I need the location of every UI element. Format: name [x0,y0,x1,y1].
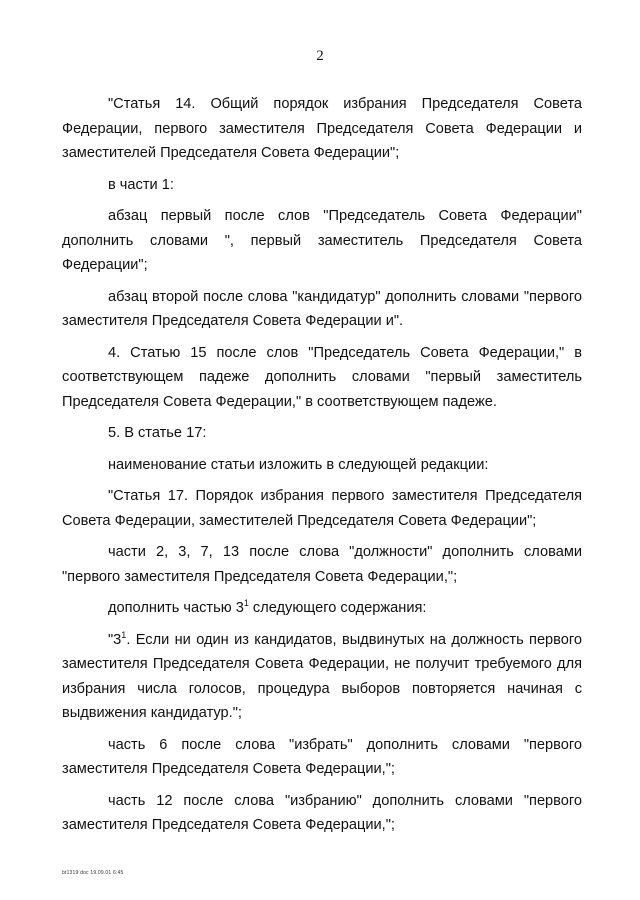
text-segment: . Если ни один из кандидатов, выдвинутых на должность первого заместителя Председателя Совета Федерации, не получит требуемого для избрания числа голосов, процедура выборов повторяется начиная с выдвижения кандидатур."; [62,631,582,721]
text-segment: "3 [108,631,122,648]
paragraph-item-5: 5. В статье 17: [108,425,207,441]
paragraph-part-3-1-text [62,628,582,726]
text-segment: следующего содержания: [248,600,427,616]
text-segment: дополнить частью 3 [108,600,244,616]
paragraph-part-12: часть 12 после слова "избранию" дополнить словами "первого заместителя Председателя Совета Федерации,"; [62,792,582,833]
paragraph-item-4: 4. Статью 15 после слов "Председатель Совета Федерации," в соответствующем падеже дополнить словами "первый заместитель Председателя Совета Федерации," в соответствующем падеже. [62,344,582,410]
paragraph-part-1: в части 1: [108,176,174,193]
paragraph-article-14-title: "Статья 14. Общий порядок избрания Председателя Совета Федерации, первого заместителя Председателя Совета Федерации и заместителей Председателя Совета Федерации"; [62,96,582,161]
document-body [62,92,582,845]
page-number: 2 [316,48,324,64]
paragraph-abzac-second: абзац второй после слова "кандидатур" дополнить словами "первого заместителя Председателя Совета Федерации и". [62,288,582,329]
superscript: 1 [243,598,249,608]
file-footer: bt1319 doc 19.09.01 6:45 [62,870,124,876]
paragraph-part-6: часть 6 после слова "избрать" дополнить словами "первого заместителя Председателя Совета Федерации,"; [62,736,582,777]
paragraph-parts-2-3-7-13: части 2, 3, 7, 13 после слова "должности" дополнить словами "первого заместителя Председателя Совета Федерации,"; [62,544,582,585]
paragraph-article-17-title: "Статья 17. Порядок избрания первого заместителя Председателя Совета Федерации, заместителей Председателя Совета Федерации"; [62,488,582,529]
paragraph-article-name: наименование статьи изложить в следующей редакции: [108,456,489,473]
paragraph-add-part-3-1 [62,596,582,621]
paragraph-abzac-first: абзац первый после слов "Председатель Совета Федерации" дополнить словами ", первый заместитель Председателя Совета Федерации"; [62,208,582,273]
superscript: 1 [121,629,127,640]
